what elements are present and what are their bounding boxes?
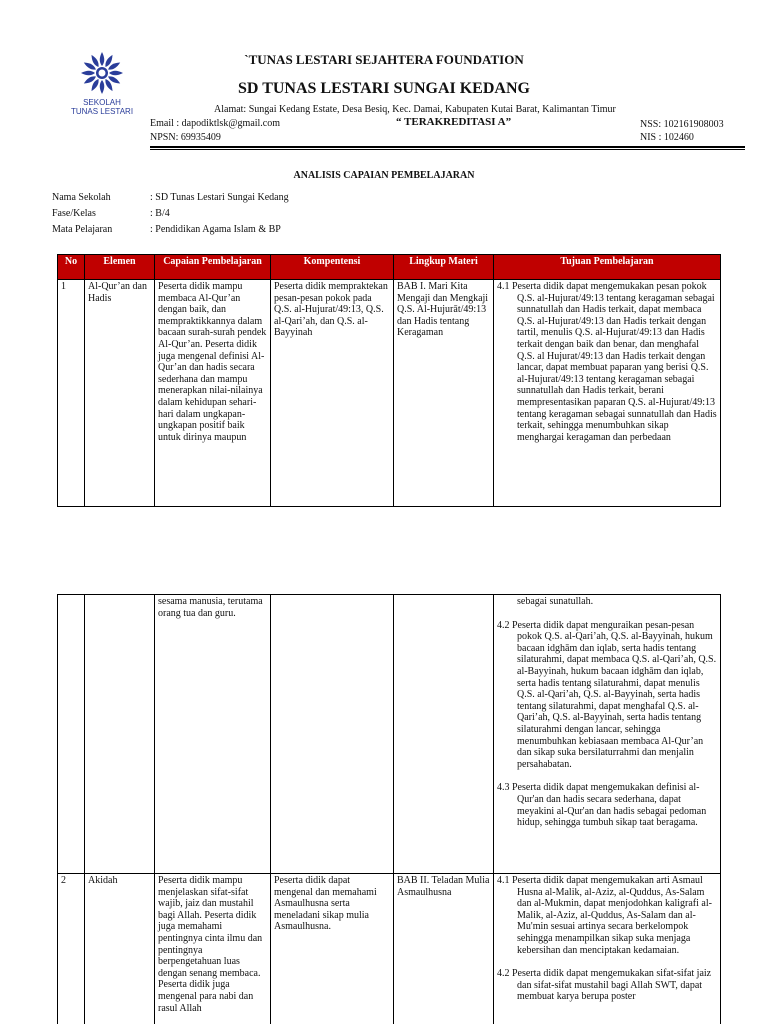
header-divider-thin [150, 149, 745, 150]
cell-capaian: sesama manusia, terutama orang tua dan guru. [155, 595, 271, 874]
letterhead [0, 0, 768, 150]
info-key: Fase/Kelas [52, 208, 96, 219]
cell-elemen: Akidah [85, 874, 155, 1024]
info-value: : B/4 [150, 208, 170, 219]
cell-kompetensi: Peserta didik dapat mengenal dan memahami Asmaulhusna serta meneladani sikap mulia Asmaulhusna. [271, 874, 394, 1024]
cell-lingkup: BAB II. Teladan Mulia Asmaulhusna [394, 874, 494, 1024]
logo-text: SEKOLAH TUNAS LESTARI [70, 98, 134, 116]
objective-text: 4.3 Peserta didik dapat mengemukakan definisi al-Qur'an dan hadis secara sederhana, dapat meyakini al-Qur'an dan hadis sebagai pedoman hidup, sehingga tumbuh sikap taat beragama. [497, 782, 707, 829]
table-row [58, 874, 721, 1024]
cell-no: 2 [58, 874, 85, 1024]
accreditation: “ TERAKREDITASI A” [396, 116, 512, 128]
learning-outcomes-table-continued [57, 594, 721, 1024]
nis-number: NIS : 102460 [640, 132, 694, 143]
cell-kompetensi: Peserta didik mempraktekan pesan-pesan pokok pada Q.S. al-Hujurat/49:13, Q.S. al-Qari’ah, dan Q.S. al-Bayyinah [271, 280, 394, 507]
cell-capaian: Peserta didik mampu menjelaskan sifat-sifat wajib, jaiz dan mustahil bagi Allah. Peserta didik juga memahami pentingnya cinta ilmu dan pentingnya berpengetahuan luas dengan senang membaca. Peserta didik juga mengenal para nabi dan rasul Allah [155, 874, 271, 1024]
header-tujuan: Tujuan Pembelajaran [494, 255, 721, 280]
objective-text: sebagai sunatullah. [517, 596, 594, 607]
header-capaian: Capaian Pembelajaran [155, 255, 271, 280]
header-no: No [58, 255, 85, 280]
objective-text: 4.2 Peserta didik dapat mengemukakan sifat-sifat jaiz dan sifat-sifat mustahil bagi Allah SWT, dapat membuat karya berupa poster [497, 968, 712, 1003]
objective-text: 4.1 Peserta didik dapat mengemukakan pesan pokok Q.S. al-Hujurat/49:13 tentang keragaman sebagai sunnatullah dan Hadis terkait, dapat membaca Q.S. al-Hujurat/49:13 dan Hadis terkait dengan tartil, menulis Q.S. al-Hujurat/49:13 dan Hadis terkait dengan baik dan benar, dan menghafal Q.S. al Hujurat/49:13 dan Hadis terkait dengan lancar, dapat membuat paparan yang berisi Q.S. al-Hujurat/49:13 tentang keragaman sebagai sunnatullah dan Hadis terkait, berani mempresentasikan paparan Q.S. al-Hujurat/49:13 tentang keragaman sebagai sunnatullah dan Hadis terkait, sehingga menumbuhkan sikap menghargai keragaman dan perbedaan [497, 281, 717, 443]
info-key: Mata Pelajaran [52, 224, 113, 235]
learning-outcomes-table [57, 254, 721, 507]
cell-elemen [85, 595, 155, 874]
cell-lingkup: BAB I. Mari Kita Mengaji dan Mengkaji Q.S. Al-Hujurāt/49:13 dan Hadis tentang Keragaman [394, 280, 494, 507]
info-key: Nama Sekolah [52, 192, 111, 203]
cell-capaian: Peserta didik mampu membaca Al-Qur’an dengan baik, dan mempraktikkannya dalam bacaan surah-surah pendek Al-Qur’an. Peserta didik juga mengenal definisi Al-Qur’an dan hadis secara sederhana dan mampu menerapkan nilai-nilainya dalam kehidupan sehari-hari dalam ungkapan-ungkapan positif baik untuk dirinya maupun [155, 280, 271, 507]
nss-number: NSS: 102161908003 [640, 119, 724, 130]
cell-no: 1 [58, 280, 85, 507]
foundation-name: `TUNAS LESTARI SEJAHTERA FOUNDATION [244, 52, 524, 67]
cell-no [58, 595, 85, 874]
table-row [58, 595, 721, 874]
cell-tujuan [494, 874, 721, 1024]
header-kompetensi: Kompentensi [271, 255, 394, 280]
school-email: Email : dapodiktlsk@gmail.com [150, 118, 281, 129]
table-header-row [58, 255, 721, 280]
document-title: ANALISIS CAPAIAN PEMBELAJARAN [293, 170, 475, 181]
objective-text: 4.1 Peserta didik dapat mengemukakan arti Asmaul Husna al-Malik, al-Aziz, al-Quddus, As-Salam dan al-Mukmin, dapat menjodohkan kaligrafi al-Malik, al-Aziz, al-Quddus, As-Salam dan al-Mu'min sesuai artinya secara berkelompok sehingga menampilkan sikap suka menjaga kebersihan dan menciptakan kedamaian. [497, 875, 712, 956]
cell-tujuan [494, 595, 721, 874]
header-divider [150, 146, 745, 148]
info-value: : Pendidikan Agama Islam & BP [150, 224, 281, 235]
cell-elemen: Al-Qur’an dan Hadis [85, 280, 155, 507]
objective-text: 4.2 Peserta didik dapat menguraikan pesan-pesan pokok Q.S. al-Qari’ah, Q.S. al-Bayyinah, hukum bacaan idghām dan iqlab, serta hadis tentang silaturahmi, dapat membaca Q.S. al-Qari’ah, Q.S. al-Bayyinah, hukum bacaan idghām dan iqlab, serta hadis tentang silaturahmi, dapat menulis Q.S. al-Qari’ah, Q.S. al-Bayyinah, serta hadis tentang silaturahmi, dapat menghafal Q.S. al-Qari’ah, Q.S. al-Bayyinah, serta hadis tentang silaturahmi dengan lancar, sehingga menumbuhkan kebiasaan membaca Al-Qur’an dan sikap suka bersilaturrahmi dan menjalin persahabatan. [497, 619, 717, 770]
npsn-number: NPSN: 69935409 [150, 132, 221, 143]
header-lingkup: Lingkup Materi [394, 255, 494, 280]
school-address: Alamat: Sungai Kedang Estate, Desa Besiq, Kec. Damai, Kabupaten Kutai Barat, Kalimantan Timur [214, 104, 616, 115]
cell-kompetensi [271, 595, 394, 874]
table-row [58, 280, 721, 507]
cell-lingkup [394, 595, 494, 874]
school-name: SD TUNAS LESTARI SUNGAI KEDANG [238, 80, 530, 97]
cell-tujuan [494, 280, 721, 507]
header-elemen: Elemen [85, 255, 155, 280]
info-value: : SD Tunas Lestari Sungai Kedang [150, 192, 289, 203]
